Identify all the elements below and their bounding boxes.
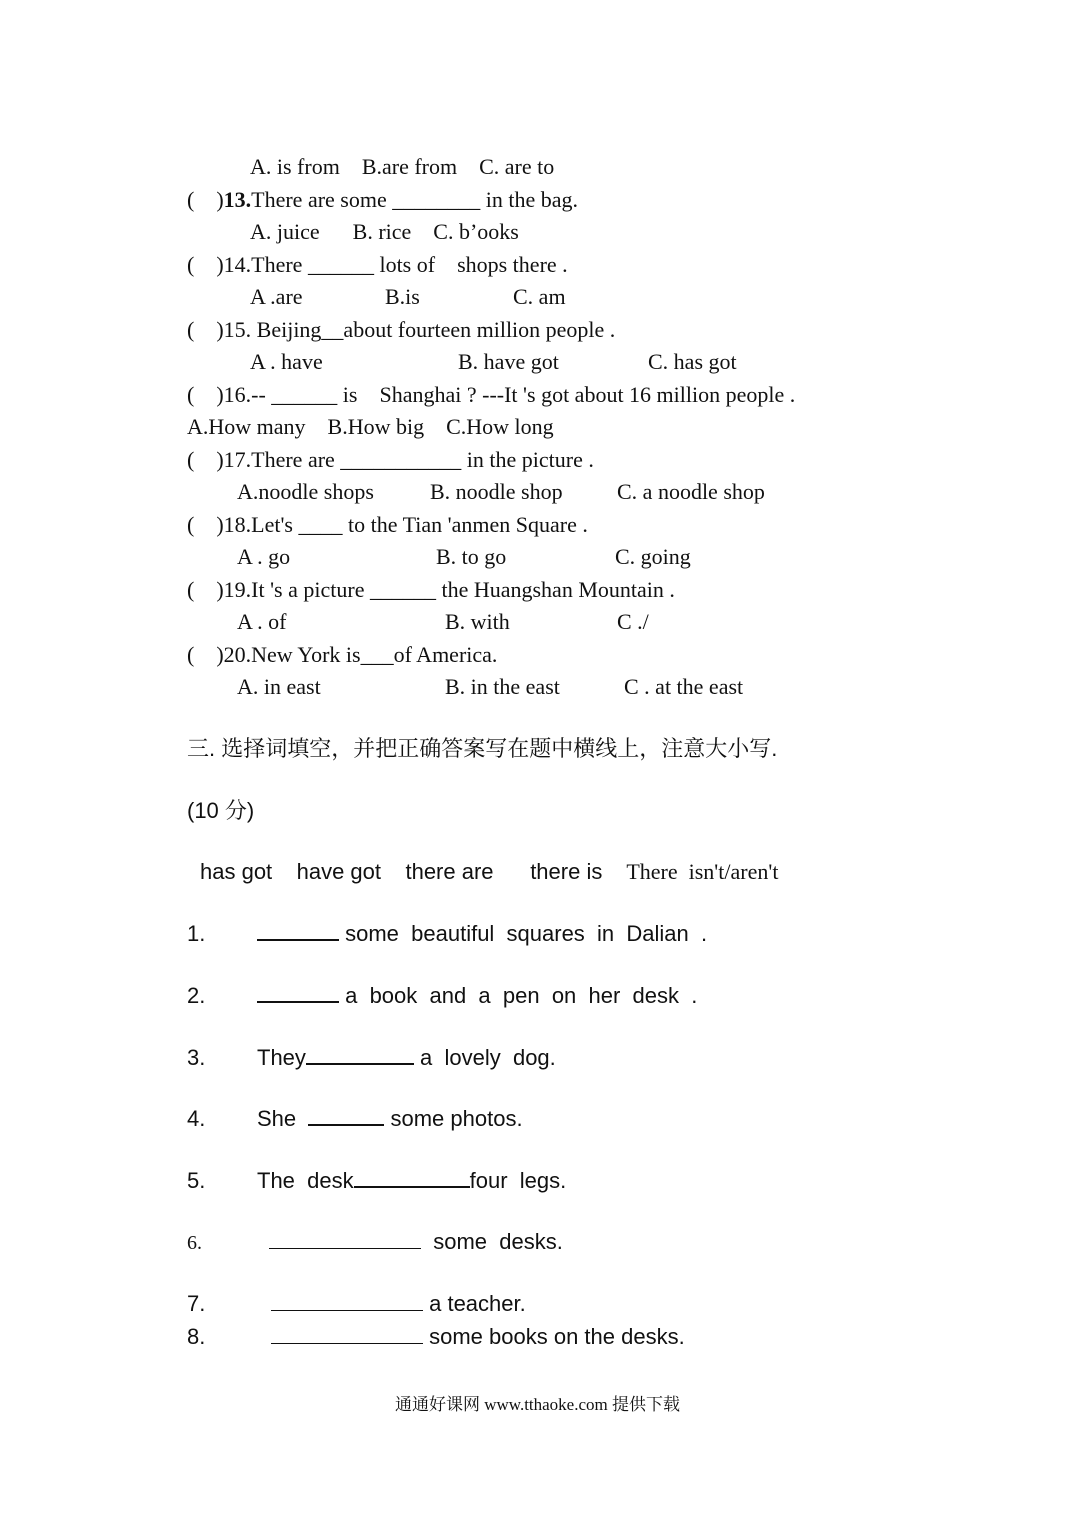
item-text: a book and a pen on her desk . <box>339 983 698 1008</box>
answer-blank[interactable] <box>257 921 339 941</box>
q14-option-a: A .are <box>250 284 303 309</box>
q19-option-c: C ./ <box>617 609 649 634</box>
q15-option-b: B. have got <box>458 349 559 374</box>
fill-item-6 <box>187 1229 563 1256</box>
fill-item-1 <box>187 921 707 947</box>
section-score: (10 分) <box>187 798 255 823</box>
item-prefix: The desk <box>257 1168 354 1193</box>
q17-option-a: A.noodle shops <box>237 479 374 504</box>
question-text: 18.Let's ____ to the Tian 'anmen Square . <box>223 512 588 537</box>
question-text: There are some ________ in the bag. <box>251 187 578 212</box>
q14-option-b: B.is <box>385 284 420 309</box>
word-bank-options: has got have got there are there is <box>200 859 603 884</box>
fill-item-5 <box>187 1168 566 1194</box>
item-prefix: She <box>257 1106 309 1131</box>
fill-item-2 <box>187 983 697 1009</box>
item-number: 3. <box>187 1045 206 1070</box>
question-18 <box>187 512 588 538</box>
question-text: 17.There are ___________ in the picture . <box>223 447 594 472</box>
question-number: 13. <box>223 187 252 212</box>
item-number: 2. <box>187 983 206 1008</box>
item-text: a teacher. <box>423 1291 526 1316</box>
item-text: four legs. <box>469 1168 567 1193</box>
question-text: 14.There ______ lots of shops there . <box>223 252 568 277</box>
q17-option-b: B. noodle shop <box>430 479 563 504</box>
q19-option-a: A . of <box>237 609 287 634</box>
item-text: a lovely dog. <box>413 1045 556 1070</box>
answer-paren: ( ) <box>187 252 224 277</box>
question-text: 19.It 's a picture ______ the Huangshan Mountain . <box>223 577 675 602</box>
fill-item-7 <box>187 1291 526 1317</box>
item-text: some photos. <box>384 1106 523 1131</box>
fill-item-8 <box>187 1324 685 1350</box>
answer-paren: ( ) <box>187 642 224 667</box>
q18-option-c: C. going <box>615 544 691 569</box>
item-text: some beautiful squares in Dalian . <box>339 921 708 946</box>
question-text: 15. Beijing__about fourteen million people . <box>223 317 616 342</box>
answer-blank[interactable] <box>306 1045 414 1065</box>
item-number: 4. <box>187 1106 206 1131</box>
q15-option-c: C. has got <box>648 349 737 374</box>
item-text: some books on the desks. <box>423 1324 685 1349</box>
fill-item-4 <box>187 1106 523 1132</box>
answer-paren: ( ) <box>187 317 224 342</box>
q13-options: A. juice B. rice C. b’ooks <box>250 219 519 244</box>
answer-blank[interactable] <box>269 1230 421 1249</box>
question-text: 16.-- ______ is Shanghai ? ---It 's got about 16 million people . <box>223 382 796 407</box>
q19-option-b: B. with <box>445 609 510 634</box>
page-footer: 通通好课网 www.tthaoke.com 提供下载 <box>394 1395 681 1414</box>
answer-paren: ( ) <box>187 512 224 537</box>
question-13 <box>187 187 578 213</box>
answer-blank[interactable] <box>308 1106 384 1126</box>
fill-item-3 <box>187 1045 556 1071</box>
answer-blank[interactable] <box>257 983 339 1003</box>
q20-option-b: B. in the east <box>445 674 560 699</box>
question-17 <box>187 447 594 473</box>
item-number: 5. <box>187 1168 206 1193</box>
item-number: 8. <box>187 1324 206 1349</box>
item-number: 1. <box>187 921 206 946</box>
answer-paren: ( ) <box>187 382 224 407</box>
answer-blank[interactable] <box>271 1325 423 1344</box>
q18-option-a: A . go <box>237 544 291 569</box>
q17-option-c: C. a noodle shop <box>617 479 765 504</box>
question-16 <box>187 382 795 408</box>
item-number: 6. <box>187 1232 202 1254</box>
q20-option-a: A. in east <box>237 674 321 699</box>
answer-paren: ( ) <box>187 447 224 472</box>
question-19 <box>187 577 675 603</box>
question-14 <box>187 252 568 278</box>
question-text: 20.New York is___of America. <box>223 642 498 667</box>
q15-option-a: A . have <box>250 349 323 374</box>
answer-blank[interactable] <box>271 1292 423 1311</box>
item-text: some desks. <box>421 1229 563 1254</box>
q14-option-c: C. am <box>513 284 566 309</box>
answer-blank[interactable] <box>354 1168 470 1188</box>
answer-paren: ( ) <box>187 187 224 212</box>
q18-option-b: B. to go <box>436 544 507 569</box>
word-bank-negative: There isn't/aren't <box>626 859 779 884</box>
section-heading: 三. 选择词填空，并把正确答案写在题中横线上，注意大小写. <box>187 736 778 761</box>
word-bank <box>200 859 778 888</box>
question-20 <box>187 642 497 668</box>
q20-option-c: C . at the east <box>624 674 744 699</box>
q16-options: A.How many B.How big C.How long <box>187 414 554 439</box>
q12-options: A. is from B.are from C. are to <box>250 154 555 179</box>
question-15 <box>187 317 615 343</box>
answer-paren: ( ) <box>187 577 224 602</box>
item-prefix: They <box>257 1045 306 1070</box>
item-number: 7. <box>187 1291 206 1316</box>
